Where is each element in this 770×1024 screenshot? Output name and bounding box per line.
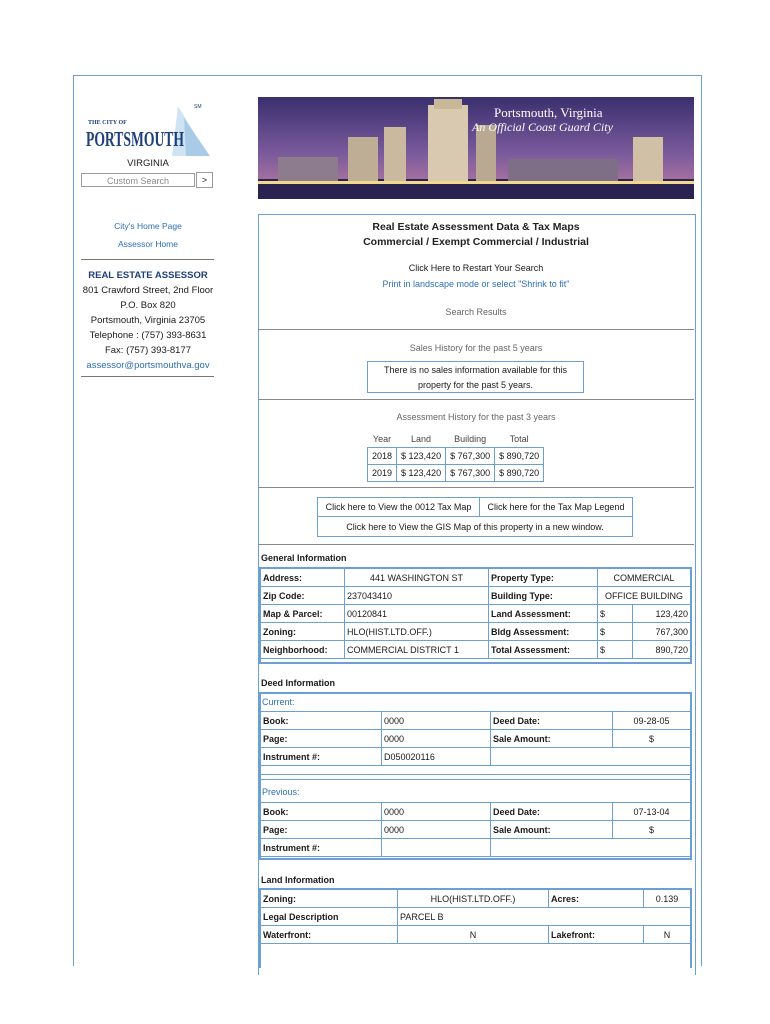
section-divider bbox=[258, 399, 694, 400]
field-label: Zoning: bbox=[261, 890, 398, 908]
total-assessment-value: 890,720 bbox=[633, 641, 691, 659]
assessor-address-3: Portsmouth, Virginia 23705 bbox=[90, 315, 206, 326]
section-divider bbox=[258, 544, 694, 545]
table-row bbox=[261, 623, 691, 641]
currency-symbol: $ bbox=[598, 641, 633, 659]
field-label: Property Type: bbox=[489, 569, 598, 587]
field-label: Total Assessment: bbox=[489, 641, 598, 659]
table-row bbox=[261, 730, 691, 748]
print-instructions: Print in landscape mode or select "Shrink to fit" bbox=[382, 279, 570, 289]
table-row bbox=[261, 803, 691, 821]
land-zoning-value: HLO(HIST.LTD.OFF.) bbox=[398, 890, 549, 908]
svg-text:SM: SM bbox=[194, 104, 202, 110]
assessor-contact bbox=[78, 268, 218, 373]
virginia-label: VIRGINIA bbox=[127, 158, 169, 169]
svg-text:An Official Coast Guard City: An Official Coast Guard City bbox=[472, 120, 613, 134]
property-type-value: COMMERCIAL bbox=[598, 569, 691, 587]
lakefront-value: N bbox=[644, 926, 691, 944]
field-label: Land Assessment: bbox=[489, 605, 598, 623]
instrument-value bbox=[382, 839, 491, 857]
previous-deed-table bbox=[260, 802, 691, 857]
page-subtitle: Commercial / Exempt Commercial / Industrial bbox=[363, 236, 589, 248]
book-value: 0000 bbox=[382, 803, 491, 821]
table-cell: $ 123,420 bbox=[397, 448, 446, 465]
field-label: Zip Code: bbox=[261, 587, 345, 605]
search-results-label: Search Results bbox=[445, 307, 507, 317]
sale-amount-value: $ bbox=[613, 821, 691, 839]
sidebar-divider bbox=[81, 376, 214, 377]
neighborhood-value: COMMERCIAL DISTRICT 1 bbox=[345, 641, 489, 659]
table-row bbox=[261, 569, 691, 587]
deed-info-title: Deed Information bbox=[261, 678, 336, 688]
table-row bbox=[261, 890, 691, 908]
field-label: Book: bbox=[261, 803, 382, 821]
field-label: Instrument #: bbox=[261, 748, 382, 766]
general-info-table bbox=[260, 568, 691, 659]
field-label: Bldg Assessment: bbox=[489, 623, 598, 641]
restart-search-link[interactable]: Click Here to Restart Your Search bbox=[408, 263, 544, 273]
field-label: Page: bbox=[261, 730, 382, 748]
table-row bbox=[261, 908, 691, 926]
zoning-value: HLO(HIST.LTD.OFF.) bbox=[345, 623, 489, 641]
general-info-title: General Information bbox=[261, 553, 347, 563]
table-cell: $ 123,420 bbox=[397, 465, 446, 482]
building-type-value: OFFICE BUILDING bbox=[598, 587, 691, 605]
svg-text:PORTSMOUTH: PORTSMOUTH bbox=[86, 127, 184, 151]
assessor-telephone: Telephone : (757) 393-8631 bbox=[89, 330, 207, 341]
table-row bbox=[261, 587, 691, 605]
section-divider bbox=[258, 487, 694, 488]
table-row bbox=[261, 712, 691, 730]
book-value: 0000 bbox=[382, 712, 491, 730]
page-value: 0000 bbox=[382, 821, 491, 839]
page-value: 0000 bbox=[382, 730, 491, 748]
column-header: Building bbox=[454, 434, 487, 444]
table-row bbox=[261, 605, 691, 623]
bldg-assessment-value: 767,300 bbox=[633, 623, 691, 641]
table-row bbox=[368, 448, 544, 465]
empty-cell bbox=[491, 839, 691, 857]
currency-symbol: $ bbox=[598, 605, 633, 623]
assessor-home-link[interactable]: Assessor Home bbox=[118, 239, 178, 249]
portsmouth-logo[interactable] bbox=[86, 98, 216, 160]
assessor-title: REAL ESTATE ASSESSOR bbox=[88, 270, 208, 281]
table-cell: $ 767,300 bbox=[446, 448, 495, 465]
field-label: Zoning: bbox=[261, 623, 345, 641]
city-home-link[interactable]: City's Home Page bbox=[114, 221, 182, 231]
field-label: Page: bbox=[261, 821, 382, 839]
search-input[interactable]: Custom Search bbox=[81, 173, 195, 187]
deed-date-value: 09-28-05 bbox=[613, 712, 691, 730]
table-cell: 2019 bbox=[368, 465, 397, 482]
land-info-title: Land Information bbox=[261, 875, 335, 885]
field-label: Neighborhood: bbox=[261, 641, 345, 659]
field-label: Waterfront: bbox=[261, 926, 398, 944]
zip-value: 237043410 bbox=[345, 587, 489, 605]
currency-symbol: $ bbox=[598, 623, 633, 641]
deed-date-value: 07-13-04 bbox=[613, 803, 691, 821]
table-row bbox=[261, 821, 691, 839]
field-label: Map & Parcel: bbox=[261, 605, 345, 623]
field-label: Instrument #: bbox=[261, 839, 382, 857]
acres-value: 0.139 bbox=[644, 890, 691, 908]
previous-deed-label: Previous: bbox=[262, 787, 300, 797]
assessor-address-2: P.O. Box 820 bbox=[120, 300, 176, 311]
column-header: Land bbox=[411, 434, 432, 444]
deed-divider bbox=[261, 779, 690, 780]
field-label: Legal Description bbox=[261, 908, 398, 926]
land-info-table bbox=[260, 889, 691, 944]
field-label: Deed Date: bbox=[491, 803, 613, 821]
section-divider bbox=[258, 329, 694, 330]
page-title: Real Estate Assessment Data & Tax Maps bbox=[372, 221, 580, 233]
deed-divider bbox=[261, 774, 690, 775]
table-row bbox=[261, 641, 691, 659]
field-label: Building Type: bbox=[489, 587, 598, 605]
assessment-history-table bbox=[367, 431, 544, 482]
field-label: Acres: bbox=[549, 890, 644, 908]
tax-map-link[interactable]: Click here to View the 0012 Tax Map bbox=[318, 498, 480, 517]
sidebar-divider bbox=[81, 259, 214, 260]
map-links bbox=[317, 497, 633, 537]
instrument-value: D050020116 bbox=[382, 748, 491, 766]
table-row bbox=[261, 839, 691, 857]
sale-amount-value: $ bbox=[613, 730, 691, 748]
column-header: Year bbox=[372, 434, 392, 444]
field-label: Book: bbox=[261, 712, 382, 730]
svg-text:Portsmouth, Virginia: Portsmouth, Virginia bbox=[494, 105, 603, 120]
field-label: Address: bbox=[261, 569, 345, 587]
land-assessment-value: 123,420 bbox=[633, 605, 691, 623]
map-parcel-value: 00120841 bbox=[345, 605, 489, 623]
table-cell: $ 890,720 bbox=[495, 465, 544, 482]
table-cell: 2018 bbox=[368, 448, 397, 465]
assessor-fax: Fax: (757) 393-8177 bbox=[104, 345, 192, 356]
table-row bbox=[368, 465, 544, 482]
table-row bbox=[261, 748, 691, 766]
table-row bbox=[261, 926, 691, 944]
city-banner bbox=[258, 97, 694, 199]
sales-history-title: Sales History for the past 5 years bbox=[409, 343, 543, 353]
table-cell: $ 767,300 bbox=[446, 465, 495, 482]
current-deed-label: Current: bbox=[262, 697, 295, 707]
field-label: Deed Date: bbox=[491, 712, 613, 730]
assessor-email-link[interactable]: assessor@portsmouthva.gov bbox=[86, 360, 210, 371]
table-cell: $ 890,720 bbox=[495, 448, 544, 465]
field-label: Lakefront: bbox=[549, 926, 644, 944]
field-label: Sale Amount: bbox=[491, 821, 613, 839]
legal-description-value: PARCEL B bbox=[398, 908, 691, 926]
field-label: Sale Amount: bbox=[491, 730, 613, 748]
waterfront-value: N bbox=[398, 926, 549, 944]
tax-map-legend-link[interactable]: Click here for the Tax Map Legend bbox=[480, 498, 632, 517]
column-header: Total bbox=[509, 434, 529, 444]
address-value: 441 WASHINGTON ST bbox=[345, 569, 489, 587]
current-deed-table bbox=[260, 711, 691, 766]
search-button[interactable]: > bbox=[196, 172, 213, 188]
assessment-history-title: Assessment History for the past 3 years bbox=[396, 412, 556, 422]
empty-cell bbox=[491, 748, 691, 766]
svg-text:THE CITY OF: THE CITY OF bbox=[88, 120, 127, 126]
assessor-address-1: 801 Crawford Street, 2nd Floor bbox=[82, 285, 214, 296]
gis-map-link[interactable]: Click here to View the GIS Map of this property in a new window. bbox=[346, 522, 604, 532]
sales-notice: There is no sales information available for this property for the past 5 years. bbox=[367, 361, 584, 393]
